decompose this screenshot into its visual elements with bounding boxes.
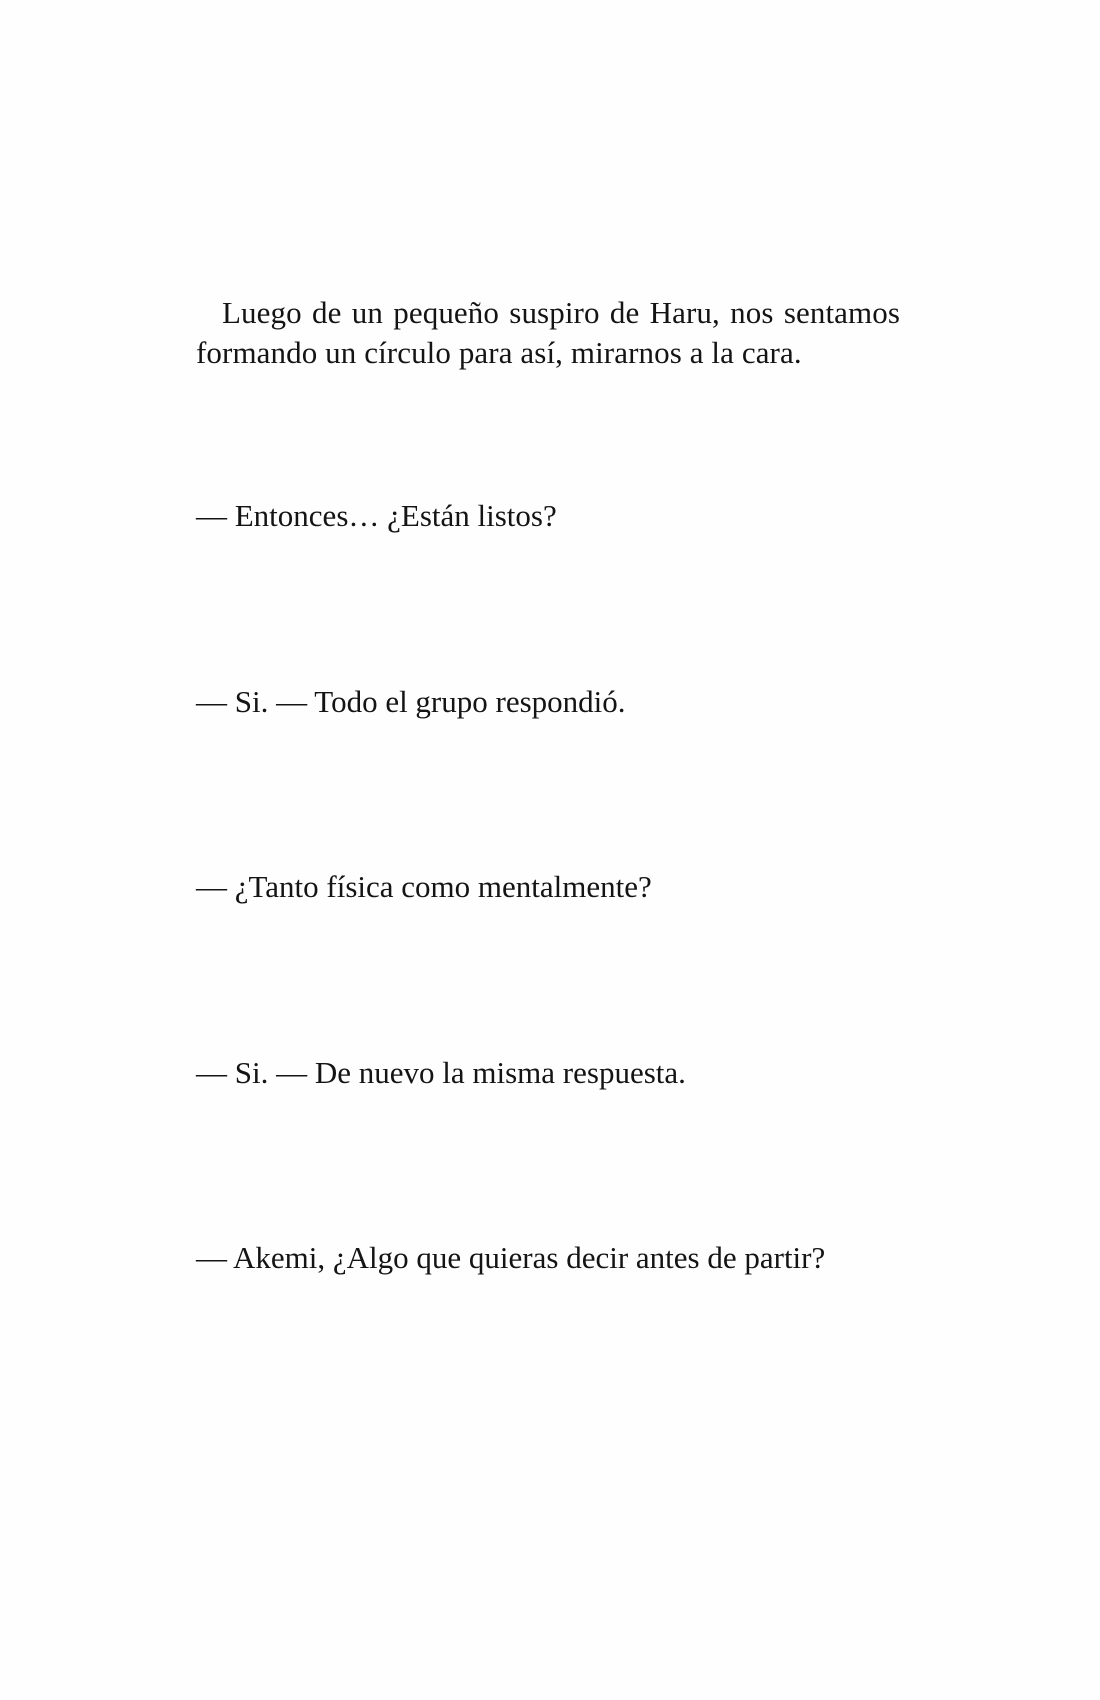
dialogue-line-2: — Si. — Todo el grupo respondió. bbox=[196, 684, 626, 719]
dialogue-line-1: — Entonces… ¿Están listos? bbox=[196, 498, 557, 533]
dialogue-line-3: — ¿Tanto física como mentalmente? bbox=[196, 869, 652, 904]
narrative-paragraph: Luego de un pequeño suspiro de Haru, nos sentamos formando un círculo para así, mirarnos a la cara. bbox=[196, 295, 900, 370]
dialogue-line-5: — Akemi, ¿Algo que quieras decir antes de partir? bbox=[196, 1240, 826, 1275]
dialogue-line-4: — Si. — De nuevo la misma respuesta. bbox=[196, 1055, 686, 1090]
